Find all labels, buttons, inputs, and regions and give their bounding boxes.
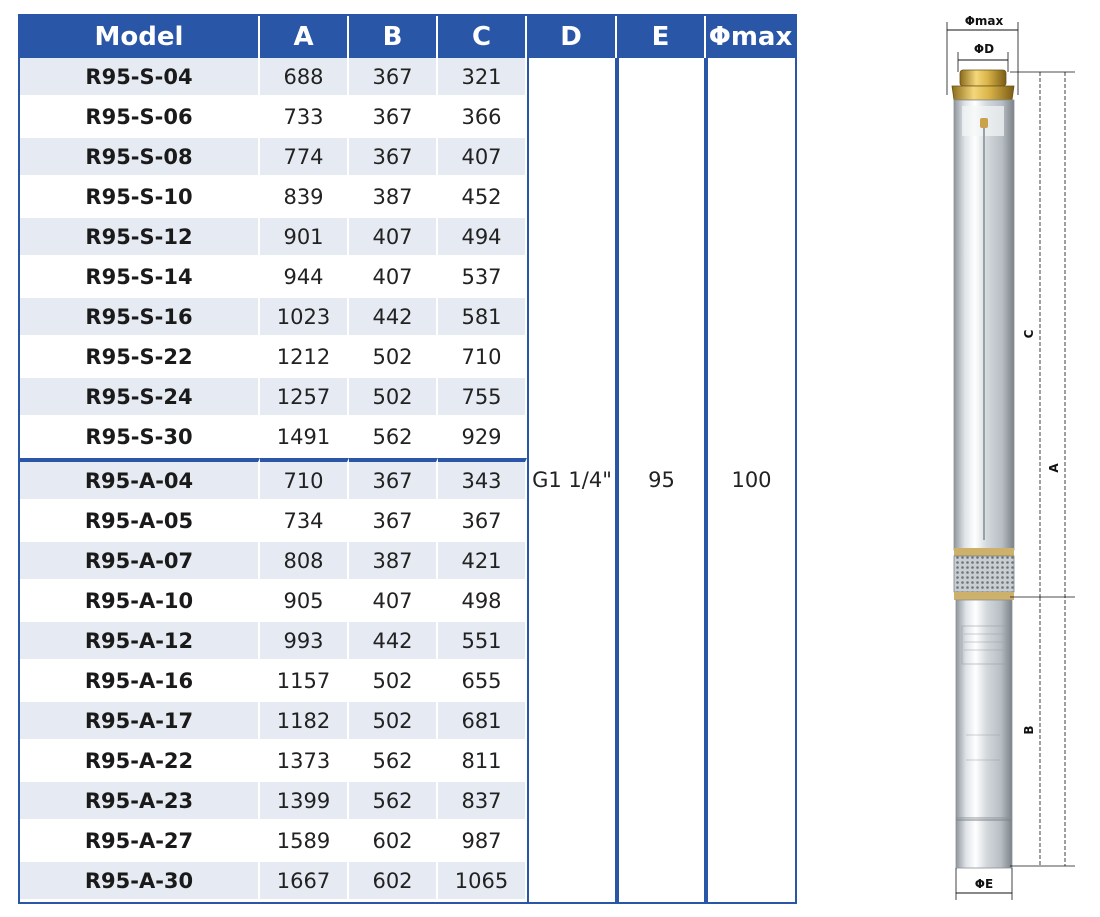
pump-dimension-drawing [900,0,1100,917]
b-cell: 367 [349,98,438,138]
a-cell: 839 [260,178,349,218]
b-cell: 602 [349,822,438,862]
c-cell: 343 [438,458,527,502]
model-cell: R95-S-08 [20,138,260,178]
model-cell: R95-A-04 [20,458,260,502]
header-d: D [527,16,617,58]
a-cell: 1399 [260,782,349,822]
model-cell: R95-S-16 [20,298,260,338]
phi-e-label: ΦE [974,877,994,891]
b-cell: 602 [349,862,438,902]
model-cell: R95-S-30 [20,418,260,458]
d-shared-cell: G1 1/4" [527,58,617,902]
c-cell: 407 [438,138,527,178]
model-cell: R95-A-07 [20,542,260,582]
c-cell: 811 [438,742,527,782]
phi-d-dimension [958,42,1008,72]
c-cell: 498 [438,582,527,622]
a-cell: 808 [260,542,349,582]
header-model: Model [20,16,260,58]
a-cell: 944 [260,258,349,298]
b-cell: 407 [349,218,438,258]
model-cell: R95-A-22 [20,742,260,782]
b-cell: 502 [349,662,438,702]
b-cell: 442 [349,622,438,662]
b-cell: 562 [349,742,438,782]
b-cell: 387 [349,178,438,218]
c-cell: 929 [438,418,527,458]
header-b: B [349,16,438,58]
table-body [20,58,795,902]
c-cell: 537 [438,258,527,298]
b-cell: 502 [349,702,438,742]
spec-table [18,14,797,904]
model-cell: R95-S-06 [20,98,260,138]
e-shared-cell: 95 [617,58,706,902]
a-cell: 1373 [260,742,349,782]
b-cell: 502 [349,338,438,378]
length-dimensions [1010,72,1075,866]
a-cell: 905 [260,582,349,622]
model-cell: R95-A-16 [20,662,260,702]
a-cell: 901 [260,218,349,258]
model-cell: R95-S-12 [20,218,260,258]
model-cell: R95-A-05 [20,502,260,542]
b-cell: 442 [349,298,438,338]
b-cell: 407 [349,582,438,622]
a-cell: 1023 [260,298,349,338]
table-row [20,58,795,98]
phi-max-shared-cell: 100 [706,58,795,902]
model-cell: R95-S-14 [20,258,260,298]
b-cell: 407 [349,258,438,298]
a-cell: 1667 [260,862,349,902]
a-cell: 688 [260,58,349,98]
b-cell: 367 [349,58,438,98]
b-cell: 367 [349,138,438,178]
a-cell: 993 [260,622,349,662]
a-cell: 1212 [260,338,349,378]
model-cell: R95-A-17 [20,702,260,742]
dim-b-label: B [1022,725,1036,735]
model-cell: R95-A-23 [20,782,260,822]
phi-e-dimension [956,868,1012,900]
model-cell: R95-S-04 [20,58,260,98]
c-cell: 837 [438,782,527,822]
model-cell: R95-S-22 [20,338,260,378]
pump-body [952,70,1014,868]
header-e: E [617,16,706,58]
a-cell: 1589 [260,822,349,862]
b-cell: 562 [349,418,438,458]
header-c: C [438,16,527,58]
c-cell: 581 [438,298,527,338]
b-cell: 387 [349,542,438,582]
a-cell: 774 [260,138,349,178]
c-cell: 367 [438,502,527,542]
a-cell: 1491 [260,418,349,458]
header-phi-max: Φmax [706,16,795,58]
a-cell: 1157 [260,662,349,702]
b-cell: 367 [349,502,438,542]
c-cell: 494 [438,218,527,258]
model-cell: R95-A-30 [20,862,260,902]
c-cell: 755 [438,378,527,418]
c-cell: 321 [438,58,527,98]
a-cell: 1182 [260,702,349,742]
b-cell: 367 [349,458,438,502]
c-cell: 710 [438,338,527,378]
c-cell: 551 [438,622,527,662]
model-cell: R95-A-12 [20,622,260,662]
c-cell: 421 [438,542,527,582]
c-cell: 366 [438,98,527,138]
a-cell: 733 [260,98,349,138]
phi-max-label: Φmax [964,14,1004,28]
a-cell: 734 [260,502,349,542]
phi-d-label: ΦD [973,42,995,56]
c-cell: 987 [438,822,527,862]
a-cell: 710 [260,458,349,502]
b-cell: 502 [349,378,438,418]
header-row [20,16,795,58]
model-cell: R95-A-27 [20,822,260,862]
header-a: A [260,16,349,58]
dim-a-label: A [1047,463,1061,473]
c-cell: 655 [438,662,527,702]
dim-c-label: C [1022,329,1036,339]
c-cell: 452 [438,178,527,218]
c-cell: 1065 [438,862,527,902]
model-cell: R95-S-24 [20,378,260,418]
c-cell: 681 [438,702,527,742]
a-cell: 1257 [260,378,349,418]
b-cell: 562 [349,782,438,822]
model-cell: R95-S-10 [20,178,260,218]
model-cell: R95-A-10 [20,582,260,622]
